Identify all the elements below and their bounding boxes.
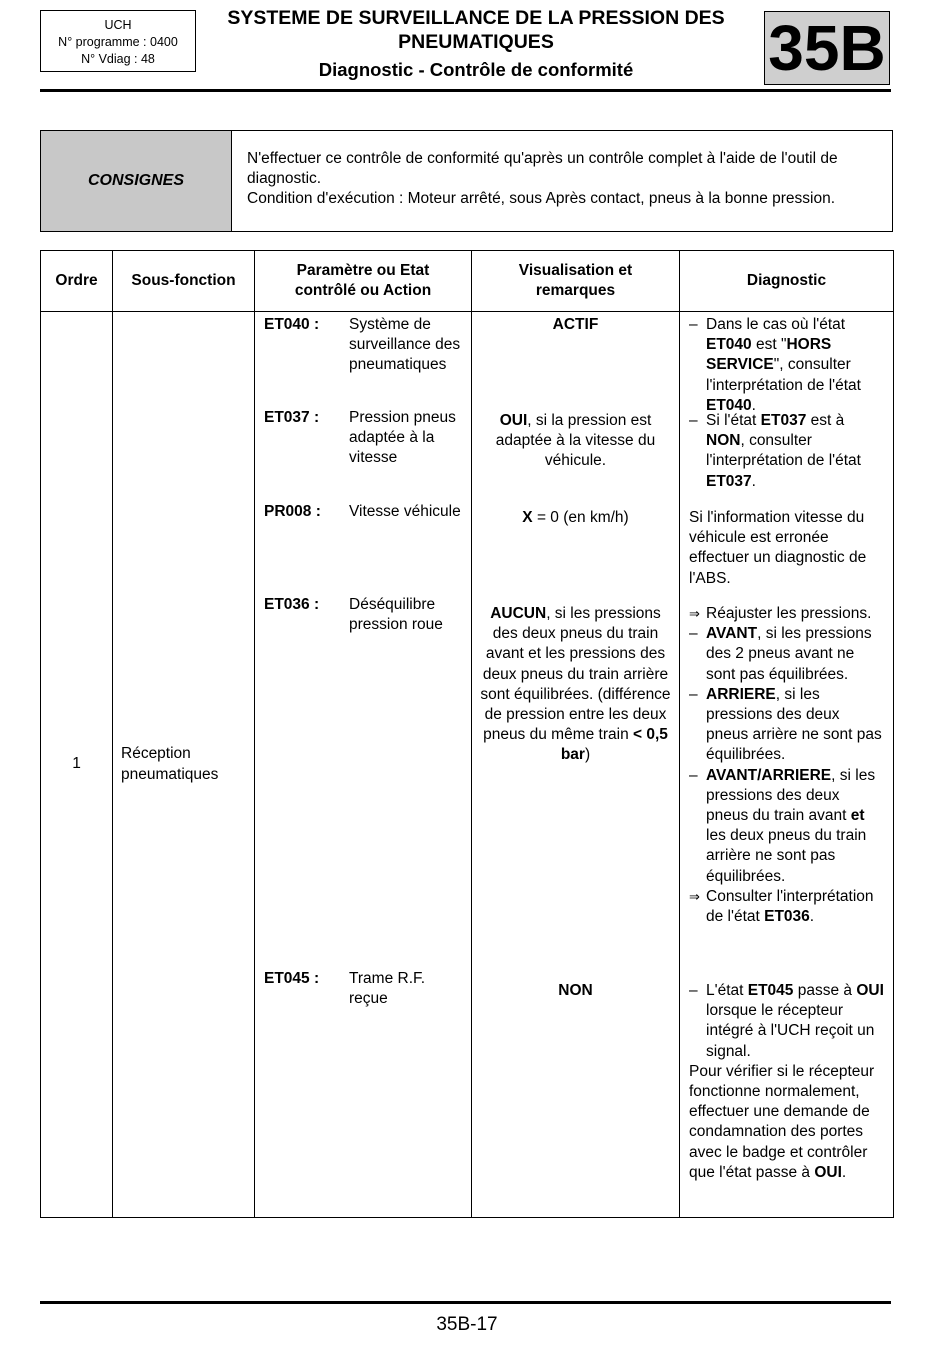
table-header-row — [41, 251, 894, 312]
diag-text: Pour vérifier si le récepteur fonctionne normalement, effectuer une demande de condamnation des portes avec le badge et contrôler que l'état passe à OUI. — [689, 1062, 875, 1181]
diag-text: L'état ET045 passe à OUI lorsque le récepteur intégré à l'UCH reçoit un signal. — [706, 982, 884, 1060]
param-et036 — [255, 592, 471, 966]
col-header-parametre — [255, 251, 472, 312]
diagnostic-cell — [680, 312, 894, 1218]
header-info-box — [40, 10, 196, 72]
consignes-text — [232, 131, 892, 231]
diag-text: ARRIERE, si les pressions des deux pneus arrière ne sont pas équilibrées. — [706, 685, 882, 764]
consignes-label: CONSIGNES — [41, 131, 232, 231]
consignes-line-2: Condition d'exécution : Moteur arrêté, sous Après contact, pneus à la bonne pression. — [247, 190, 836, 207]
vis-remark: , si la pression est adaptée à la vitesse du véhicule. — [495, 412, 656, 470]
dash-bullet: – — [689, 982, 698, 999]
section-code-badge: 35B — [764, 11, 890, 85]
col-header-parametre-line1: Paramètre ou Etat — [296, 261, 430, 279]
diag-text: Consulter l'interprétation de l'état ET036. — [706, 887, 874, 926]
param-code: ET045 : — [264, 970, 320, 987]
param-name: Système de surveillance des pneumatiques — [349, 316, 461, 374]
page-number: 35B-17 — [436, 1314, 498, 1335]
col-header-sous-fonction: Sous-fonction — [113, 251, 255, 312]
col-header-diagnostic: Diagnostic — [680, 251, 894, 312]
param-pr008 — [255, 499, 471, 592]
title-line-2: PNEUMATIQUES — [398, 31, 554, 53]
footer-divider — [40, 1301, 891, 1304]
vdiag-number: N° Vdiag : 48 — [81, 52, 155, 66]
diag-text: AVANT/ARRIERE, si les pressions des deux pneus du train avant et les deux pneus du train arrière ne sont pas équilibrées. — [706, 766, 876, 885]
ordre-cell — [41, 312, 113, 1218]
sous-fonction-line2: pneumatiques — [121, 765, 219, 783]
page-title — [200, 6, 752, 82]
dash-bullet: – — [689, 625, 698, 643]
diag-text: AVANT, si les pressions des 2 pneus avant ne sont pas équilibrées. — [706, 625, 872, 683]
arrow-bullet: ⇒ — [689, 888, 700, 904]
parametre-cell — [255, 312, 472, 1218]
vis-et037 — [472, 408, 679, 505]
diag-text: Réajuster les pressions. — [706, 605, 872, 622]
page-subtitle: Diagnostic - Contrôle de conformité — [318, 59, 634, 80]
param-code: PR008 : — [264, 503, 321, 520]
table-row — [41, 312, 894, 1218]
vis-et040 — [472, 312, 679, 408]
vis-pr008 — [472, 505, 679, 601]
visualisation-cell — [472, 312, 680, 1218]
vis-value: ACTIF — [552, 316, 599, 333]
vis-et045 — [472, 978, 679, 1001]
sous-fonction-line1: Réception — [121, 745, 191, 763]
vis-value: X — [522, 509, 533, 526]
vis-value: OUI — [499, 412, 528, 429]
diag-et037 — [680, 408, 893, 505]
param-code: ET036 : — [264, 596, 320, 613]
col-header-parametre-line2: contrôlé ou Action — [294, 282, 432, 299]
col-header-ordre: Ordre — [41, 251, 113, 312]
param-name: Déséquilibre pression roue — [349, 596, 443, 634]
vis-et036 — [472, 601, 679, 978]
diag-pr008 — [680, 505, 893, 601]
dash-bullet: – — [689, 412, 698, 429]
consignes-line-1: N'effectuer ce contrôle de conformité qu'après un contrôle complet à l'aide de l'outil de diagnostic. — [247, 150, 838, 187]
dash-bullet: – — [689, 316, 698, 333]
vis-value: AUCUN — [490, 605, 547, 622]
consignes-box — [40, 130, 893, 232]
diag-et036 — [680, 601, 893, 978]
diag-text: Si l'information vitesse du véhicule est erronée effectuer un diagnostic de l'ABS. — [689, 509, 867, 587]
vis-threshold: < 0,5 bar — [560, 726, 668, 764]
param-name: Pression pneus adaptée à la vitesse — [349, 409, 456, 467]
vis-remark: = 0 (en km/h) — [532, 509, 629, 526]
param-name: Vitesse véhicule — [349, 503, 461, 520]
col-header-visualisation-line1: Visualisation et — [518, 261, 633, 279]
program-number: N° programme : 0400 — [58, 35, 178, 49]
vis-remark-end: ) — [584, 746, 591, 764]
arrow-bullet: ⇒ — [689, 606, 700, 621]
param-code: ET040 : — [264, 316, 320, 333]
col-header-visualisation-line2: remarques — [535, 282, 616, 299]
diag-text: Si l'état ET037 est à NON, consulter l'interprétation de l'état ET037. — [706, 412, 861, 490]
module-name: UCH — [104, 18, 132, 32]
title-line-1: SYSTEME DE SURVEILLANCE DE LA PRESSION DES — [227, 7, 725, 29]
param-code: ET037 : — [264, 409, 320, 426]
diag-et040 — [680, 312, 893, 414]
dash-bullet: – — [689, 766, 698, 784]
dash-bullet: – — [689, 685, 698, 703]
header-divider — [40, 89, 891, 92]
vis-value: NON — [558, 982, 593, 999]
ordre-value: 1 — [72, 754, 81, 772]
param-et037 — [255, 405, 471, 499]
sous-fonction-cell — [113, 312, 255, 1218]
conformity-table — [40, 250, 894, 1218]
diag-text: Dans le cas où l'état ET040 est "HORS SERVICE", consulter l'interprétation de l'état ET040. — [706, 316, 861, 414]
param-name: Trame R.F. reçue — [349, 970, 426, 1008]
col-header-visualisation — [472, 251, 680, 312]
param-et040 — [255, 312, 471, 405]
diag-et045 — [680, 978, 893, 1183]
param-et045 — [255, 966, 471, 1009]
vis-remark: , si les pressions des deux pneus du train avant et les pressions des deux pneus du train arrière sont équilibrées. (différence de pression entre les deux pneus du même train — [480, 605, 671, 744]
